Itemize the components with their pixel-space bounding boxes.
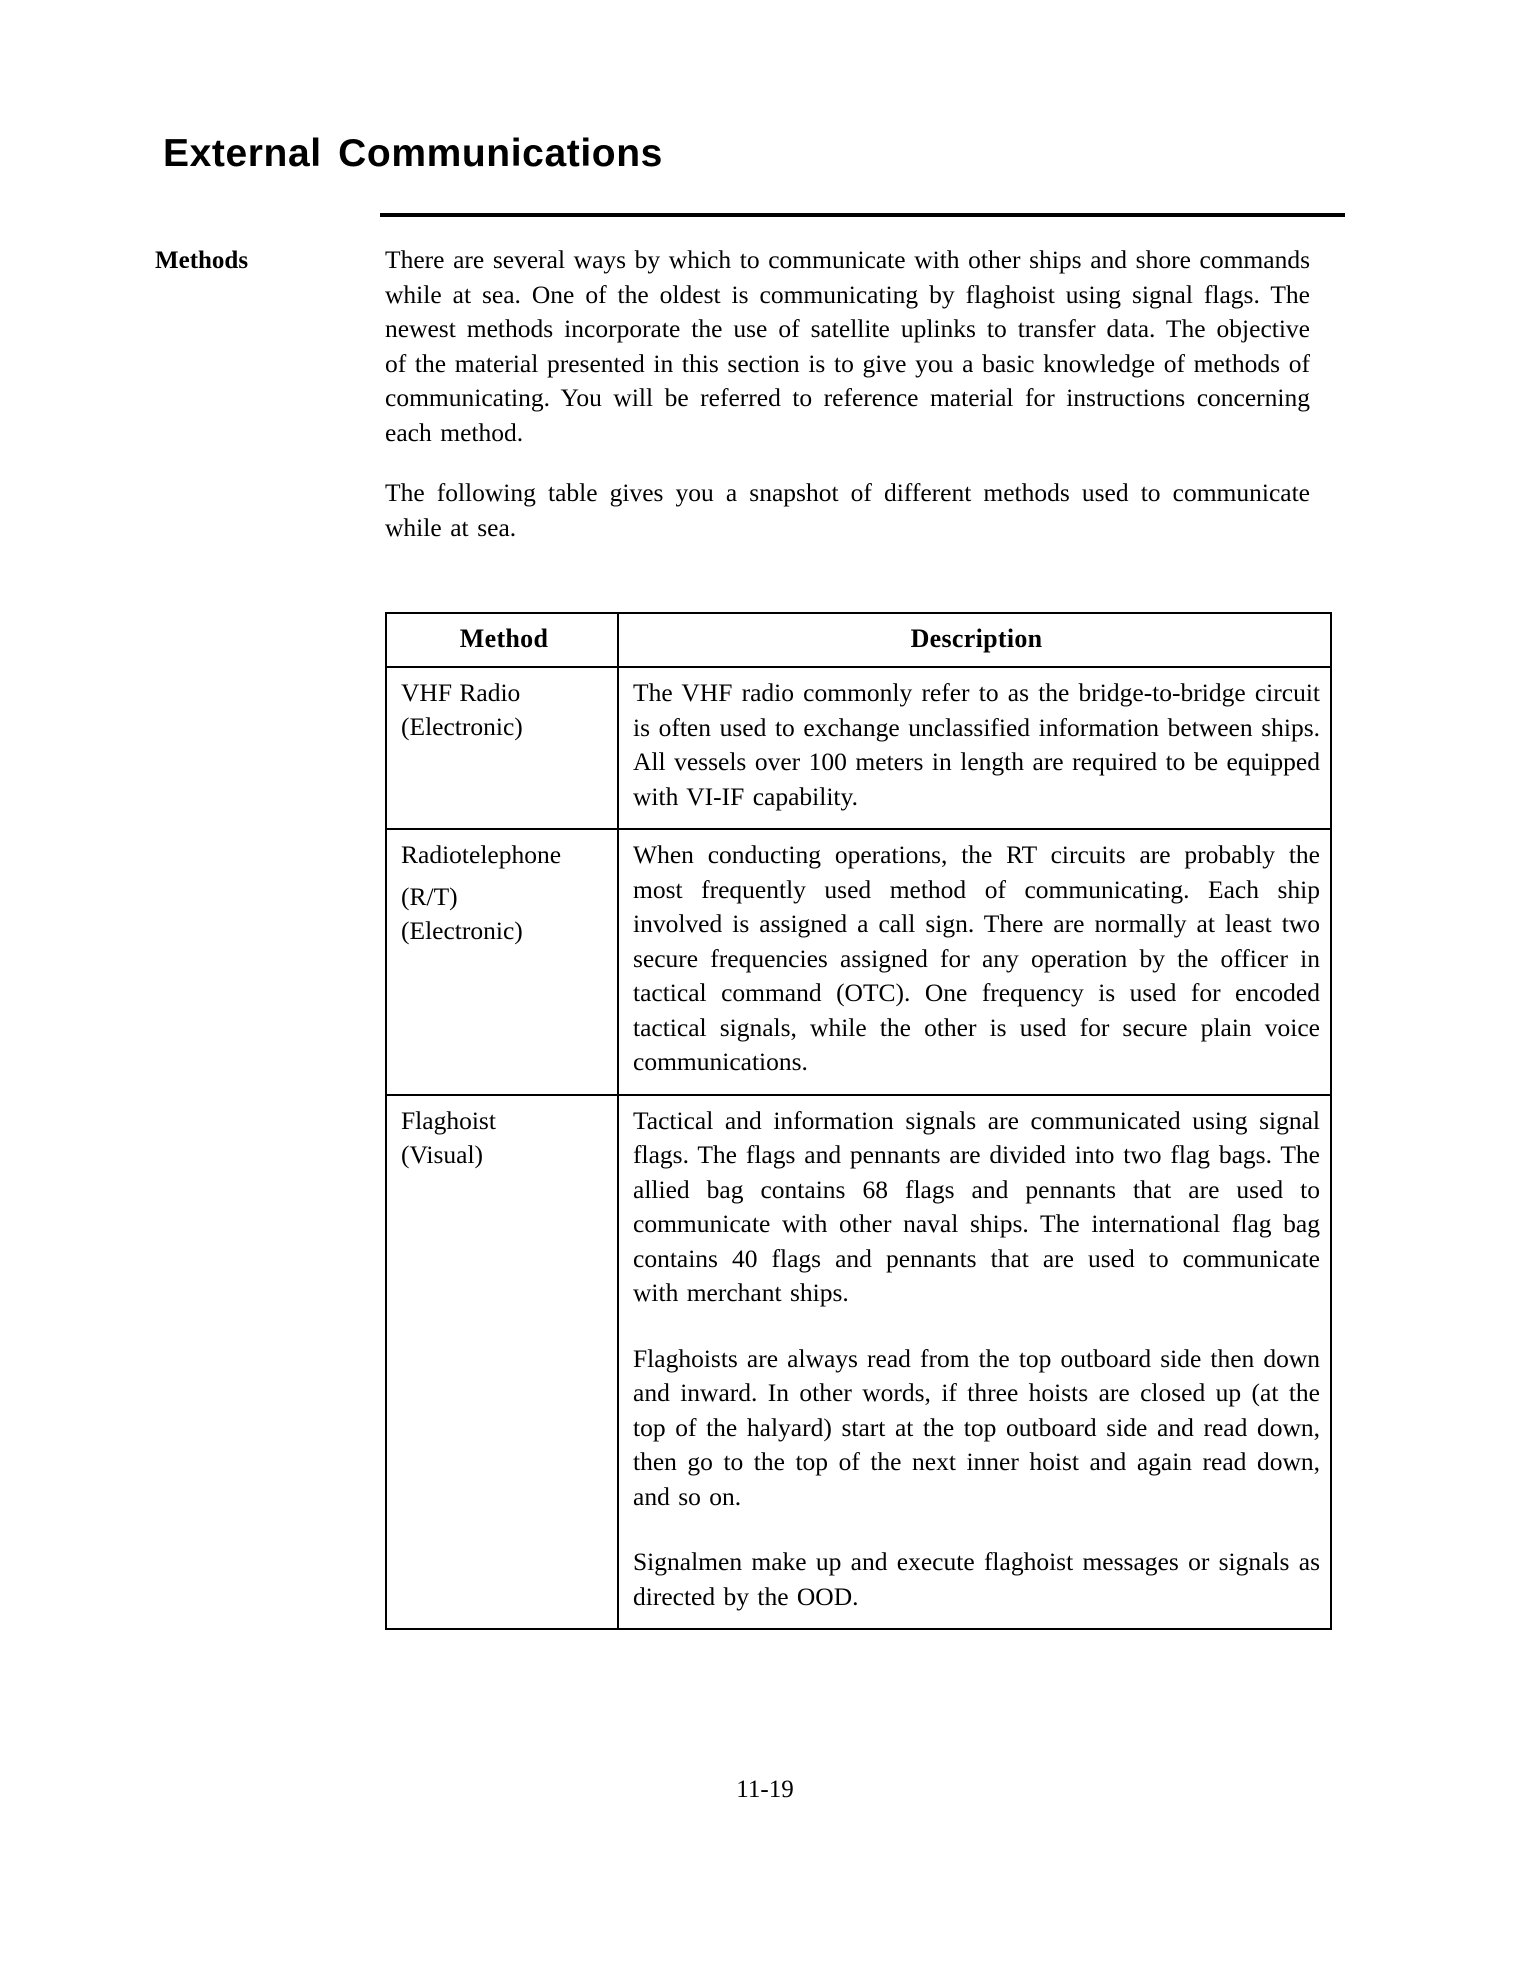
cell-description-radiotelephone — [618, 829, 1331, 1095]
page-title: External Communications — [163, 132, 663, 176]
method-type-line: (Electronic) — [401, 916, 523, 945]
method-type-line: (Visual) — [401, 1139, 484, 1169]
table-row — [386, 667, 1331, 829]
table-header-row — [386, 613, 1331, 667]
margin-label-methods: Methods — [155, 247, 249, 274]
description-paragraph: Flaghoists are always read from the top outboard side then down and inward. In other words, if three hoists are closed up (at the top of the halyard) start at the top outboard side and read down, then go to the top of the next inner hoist and again read down, and so on. — [633, 1343, 1320, 1511]
cell-description-vhf — [618, 667, 1331, 829]
methods-table — [385, 612, 1332, 1630]
table-row — [386, 829, 1331, 1095]
description-paragraph: When conducting operations, the RT circuits are probably the most frequently used method of communicating. Each ship involved is assigned a call sign. There are normally at least two secure frequencies assigned for any operation by the officer in tactical command (OTC). One frequency is used for encoded tactical signals, while the other is used for secure plain voice communications. — [633, 840, 1320, 1076]
cell-method-vhf — [386, 667, 618, 829]
cell-method-flaghoist — [386, 1095, 618, 1630]
method-abbrev-line: (R/T) — [401, 882, 458, 911]
column-header-description: Description — [618, 613, 1331, 667]
header-divider-rule — [380, 213, 1345, 217]
methods-table-container — [385, 612, 1330, 1630]
column-header-method: Method — [386, 613, 618, 667]
intro-paragraph-1: There are several ways by which to communicate with other ships and shore commands while at sea. One of the oldest is communicating by flaghoist using signal flags. The newest methods incorporate the use of satellite uplinks to transfer data. The objective of the material presented in this section is to give you a basic knowledge of methods of communicating. You will be referred to reference material for instructions concerning each method. — [385, 245, 1310, 447]
description-paragraph: Tactical and information signals are communicated using signal flags. The flags and pennants are divided into two flag bags. The allied bag contains 68 flags and pennants that are used to communicate with other naval ships. The international flag bag contains 40 flags and pennants that are used to communicate with merchant ships. — [633, 1105, 1320, 1307]
method-type-line: (Electronic) — [401, 712, 523, 741]
intro-paragraph-2: The following table gives you a snapshot of different methods used to communicate while at sea. — [385, 478, 1310, 542]
cell-method-radiotelephone — [386, 829, 618, 1095]
description-paragraph: The VHF radio commonly refer to as the bridge-to-bridge circuit is often used to exchange unclassified information between ships. All vessels over 100 meters in length are required to be equipped with VI-IF capability. — [633, 678, 1320, 811]
table-body — [386, 667, 1331, 1629]
description-paragraph: Signalmen make up and execute flaghoist messages or signals as directed by the OOD. — [633, 1547, 1320, 1611]
page-number: 11-19 — [736, 1776, 794, 1803]
table-row — [386, 1095, 1331, 1630]
body-column — [385, 243, 1310, 545]
method-name-line: Radiotelephone — [401, 840, 562, 869]
method-name-line: VHF Radio — [401, 678, 521, 707]
cell-description-flaghoist — [618, 1095, 1331, 1630]
method-name-line: Flaghoist — [401, 1105, 496, 1135]
